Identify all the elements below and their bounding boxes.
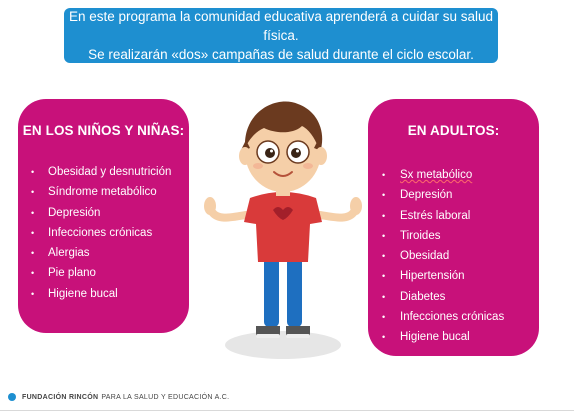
list-item: • Depresión [368,185,539,205]
divider [0,410,574,411]
adults-card [368,99,539,356]
children-card-title: EN LOS NIÑOS Y NIÑAS: [22,123,185,138]
list-item: • Depresión [18,203,189,223]
logo-dot-icon [8,393,16,401]
bullet: • [31,227,35,238]
list-item: • Pie plano [18,263,189,283]
list-item: • Hipertensión [368,266,539,286]
bullet: • [382,332,386,343]
children-card [18,99,189,333]
banner-line-2: Se realizarán «dos» campañas de salud durante el ciclo escolar. [88,47,474,62]
list-item: • Higiene bucal [368,327,539,347]
list-item: • Diabetes [368,287,539,307]
bullet: • [31,187,35,198]
footer-org-rest: PARA LA SALUD Y EDUCACIÓN A.C. [101,393,230,401]
list-item: • Infecciones crónicas [18,223,189,243]
bullet: • [382,230,386,241]
list-item: • Higiene bucal [18,284,189,304]
list-item: • Síndrome metabólico [18,182,189,202]
children-list [18,162,189,304]
bullet: • [382,291,386,302]
list-item: • Tiroides [368,226,539,246]
list-item: • Infecciones crónicas [368,307,539,327]
adults-list [368,165,539,348]
bullet: • [382,251,386,262]
footer-org-name: FUNDACIÓN RINCÓN [22,393,99,401]
bullet: • [31,268,35,279]
list-item: • Obesidad [368,246,539,266]
adults-card-title: EN ADULTOS: [407,123,500,138]
bullet: • [31,207,35,218]
list-item: • Obesidad y desnutrición [18,162,189,182]
footer [8,393,229,401]
bullet: • [382,190,386,201]
bullet: • [31,167,35,177]
bullet: • [382,312,386,323]
banner-line-1: En este programa la comunidad educativa aprenderá a cuidar su salud física. [68,9,493,43]
bullet: • [31,248,35,259]
bullet: • [382,271,386,282]
list-item: • Sx metabólico [368,165,539,185]
info-banner [64,8,498,63]
list-item: • Alergias [18,243,189,263]
bullet: • [382,170,386,180]
bullet: • [382,210,386,221]
list-item: • Estrés laboral [368,206,539,226]
boy-illustration [198,90,368,365]
bullet: • [31,288,35,299]
